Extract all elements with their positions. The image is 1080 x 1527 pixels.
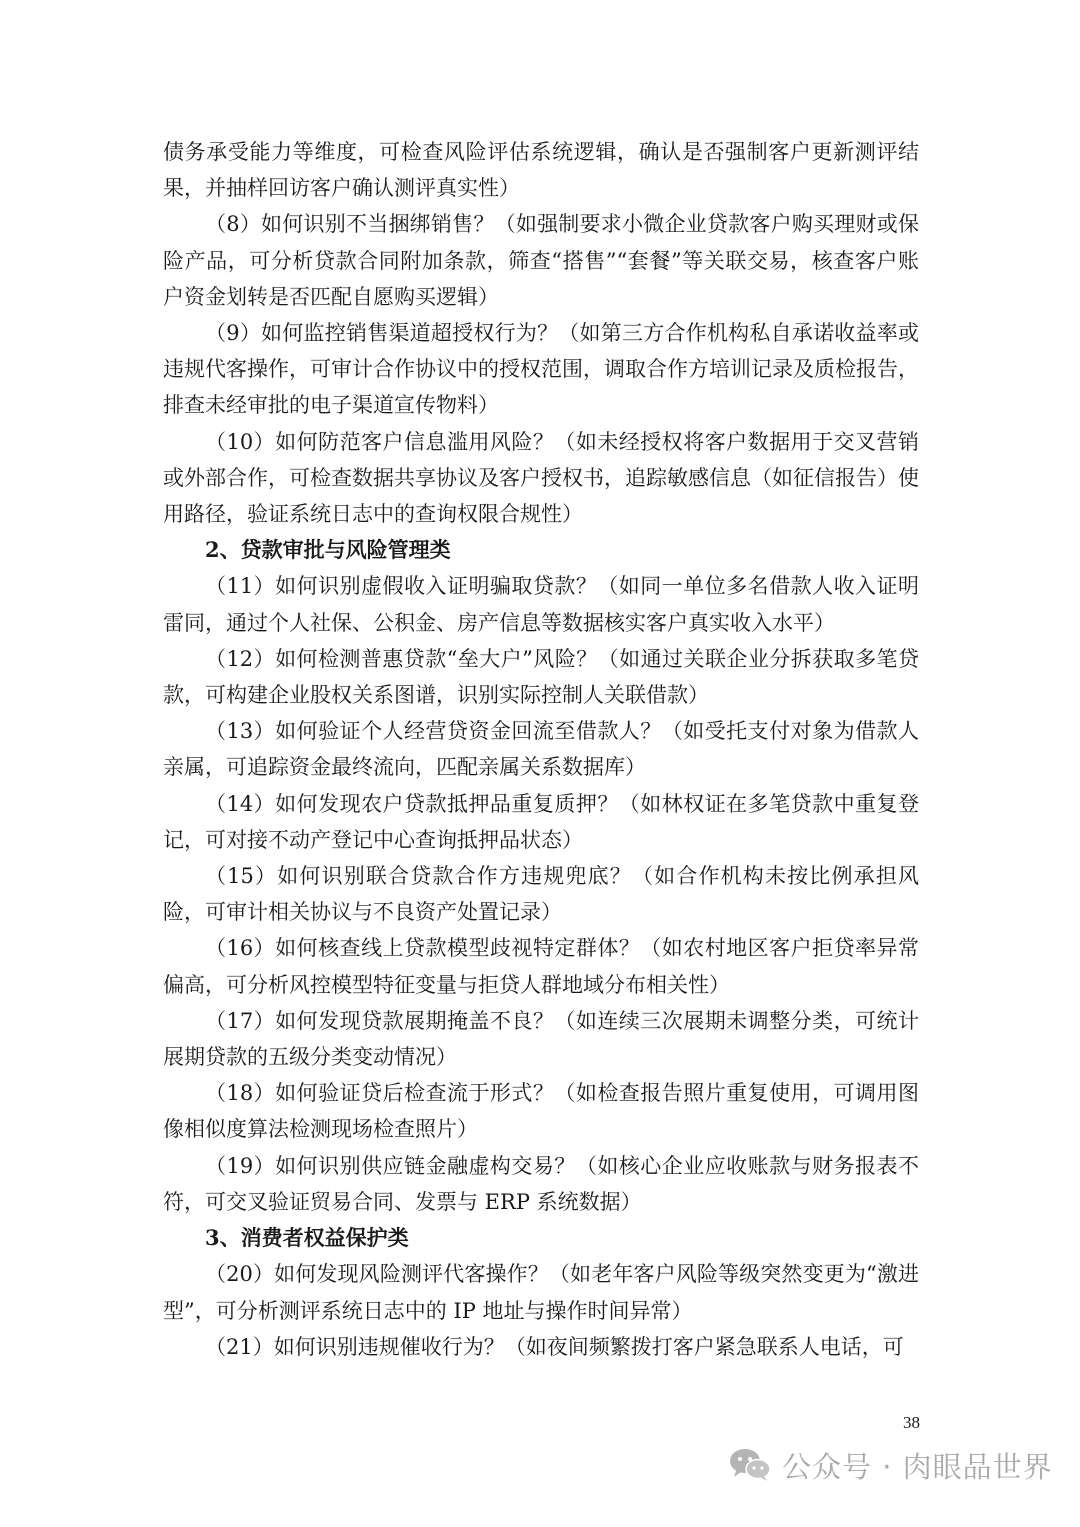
wechat-icon <box>728 1447 772 1483</box>
list-item-14: （14）如何发现农户贷款抵押品重复质押？（如林权证在多笔贷款中重复登记，可对接不动产登记中心查询抵押品状态） <box>163 791 919 852</box>
list-item-13: （13）如何验证个人经营贷资金回流至借款人？（如受托支付对象为借款人亲属，可追踪资金最终流向，匹配亲属关系数据库） <box>163 719 919 780</box>
list-item-11: （11）如何识别虚假收入证明骗取贷款？（如同一单位多名借款人收入证明雷同，通过个人社保、公积金、房产信息等数据核实客户真实收入水平） <box>163 574 919 635</box>
list-item-12: （12）如何检测普惠贷款“垒大户”风险？（如通过关联企业分拆获取多笔贷款，可构建企业股权关系图谱，识别实际控制人关联借款） <box>163 646 919 708</box>
list-item-9: （9）如何监控销售渠道超授权行为？（如第三方合作机构私自承诺收益率或违规代客操作，可审计合作协议中的授权范围，调取合作方培训记录及质检报告，排查未经审批的电子渠道宣传物料） <box>163 321 919 418</box>
list-item-19: （19）如何识别供应链金融虚构交易？（如核心企业应收账款与财务报表不符，可交叉验证贸易合同、发票与 ERP 系统数据） <box>163 1153 919 1214</box>
section-heading-consumer-protection: 3、消费者权益保护类 <box>205 1225 409 1251</box>
document-body <box>163 134 919 1365</box>
page-number: 38 <box>903 1413 920 1432</box>
section-heading-loan-approval: 2、贷款审批与风险管理类 <box>205 537 451 563</box>
list-item-21: （21）如何识别违规催收行为？（如夜间频繁拨打客户紧急联系人电话，可 <box>205 1334 904 1359</box>
list-item-10: （10）如何防范客户信息滥用风险？（如未经授权将客户数据用于交叉营销或外部合作，可检查数据共享协议及客户授权书，追踪敏感信息（如征信报告）使用路径，验证系统日志中的查询权限合规性） <box>163 429 919 527</box>
list-item-8: （8）如何识别不当捆绑销售？（如强制要求小微企业贷款客户购买理财或保险产品，可分析贷款合同附加条款，筛查“搭售”“套餐”等关联交易，核查客户账户资金划转是否匹配自愿购买逻辑） <box>163 212 919 309</box>
list-item-20: （20）如何发现风险测评代客操作？（如老年客户风险等级突然变更为“激进型”，可分析测评系统日志中的 IP 地址与操作时间异常） <box>163 1262 919 1323</box>
list-item-16: （16）如何核查线上贷款模型歧视特定群体？（如农村地区客户拒贷率异常偏高，可分析风控模型特征变量与拒贷人群地域分布相关性） <box>163 936 919 997</box>
list-item-18: （18）如何验证贷后检查流于形式？（如检查报告照片重复使用，可调用图像相似度算法检测现场检查照片） <box>163 1081 919 1142</box>
watermark <box>728 1440 1053 1490</box>
list-item-15: （15）如何识别联合贷款合作方违规兜底？（如合作机构未按比例承担风险，可审计相关协议与不良资产处置记录） <box>163 864 919 925</box>
list-item-17: （17）如何发现贷款展期掩盖不良？（如连续三次展期未调整分类，可统计展期贷款的五级分类变动情况） <box>163 1008 919 1070</box>
paragraph-continuation: 债务承受能力等维度，可检查风险评估系统逻辑，确认是否强制客户更新测评结果，并抽样回访客户确认测评真实性） <box>163 140 919 201</box>
watermark-text: 公众号 · 肉眼品世界 <box>782 1449 1053 1484</box>
